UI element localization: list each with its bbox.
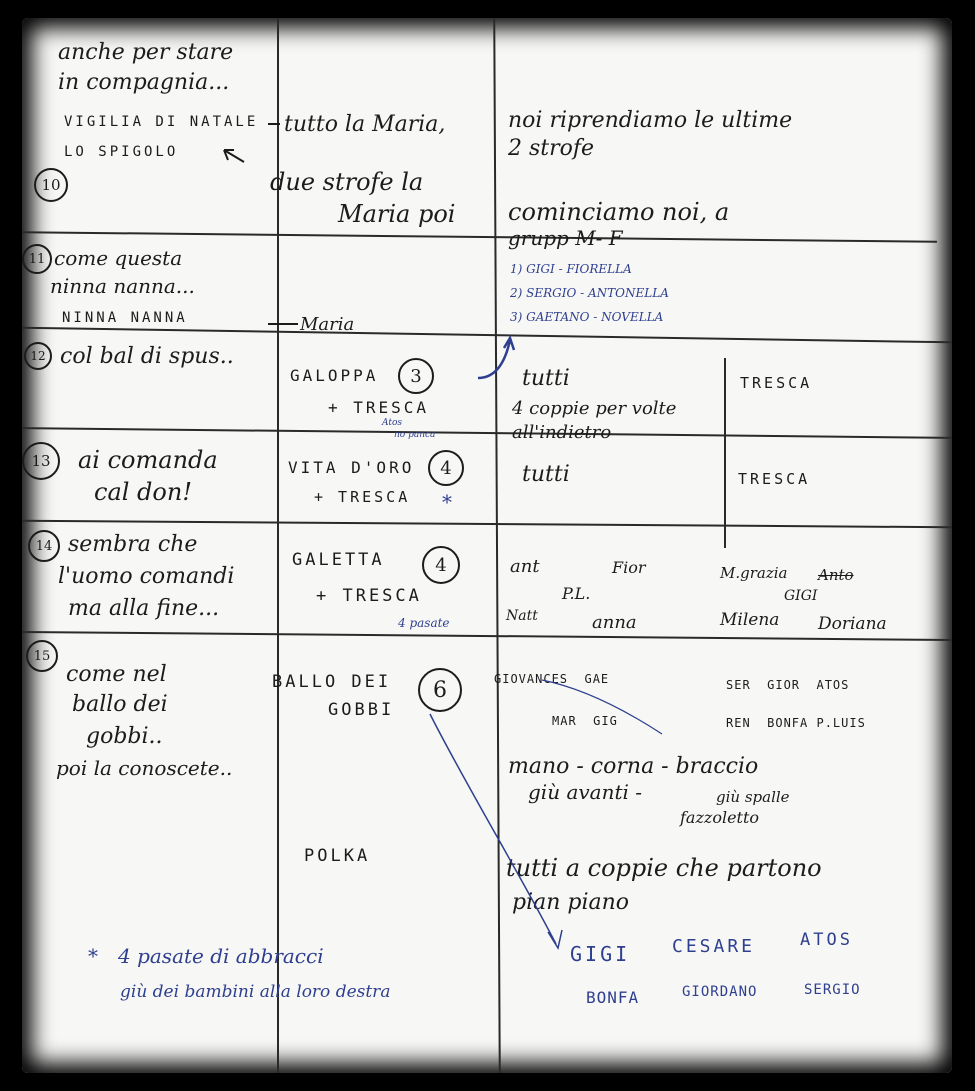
row15-moves-2: giù avanti - xyxy=(528,780,643,804)
row10-number: 10 xyxy=(34,168,68,202)
footnote-line-1: 4 pasate di abbracci xyxy=(118,944,324,968)
footnote-line-2: giù dei bambini alla loro destra xyxy=(120,982,391,1002)
row14-name-a3: P.L. xyxy=(562,584,591,603)
row14-number: 14 xyxy=(28,530,60,562)
row12-col3-2: 4 coppie per volte xyxy=(512,398,677,419)
row14-name-b3: GIGI xyxy=(784,588,818,604)
row12-col4: TRESCA xyxy=(740,374,813,392)
row10-col2-line-1: tutto la Maria, xyxy=(284,112,446,137)
row10-dance-1: VIGILIA DI NATALE xyxy=(64,114,259,130)
row12-dance-1: GALOPPA xyxy=(290,366,379,385)
row15-number: 15 xyxy=(26,640,58,672)
row11-number: 11 xyxy=(22,244,52,274)
row10-dance-2: LO SPIGOLO xyxy=(64,144,179,160)
row15-pairs-2: SER GIOR ATOS xyxy=(726,678,850,692)
row12-small-note-1: Atos xyxy=(382,418,402,428)
row10-col3-line-3: cominciamo noi, a xyxy=(508,198,730,226)
row12-note: col bal di spus.. xyxy=(60,344,234,369)
row14-name-a5: anna xyxy=(592,612,637,633)
pen-strokes xyxy=(22,18,952,1073)
row15-dance-1: BALLO DEI xyxy=(272,672,392,692)
row12-count: 3 xyxy=(398,358,434,394)
row15-pairs-4: REN BONFA P.LUIS xyxy=(726,716,866,730)
row14-name-a1: ant xyxy=(510,556,540,577)
row13-dance-1: VITA D'ORO xyxy=(288,458,415,477)
row14-name-a2: Fior xyxy=(612,558,646,577)
row15-pairs-3: MAR GIG xyxy=(552,714,618,728)
footer-name-3: ATOS xyxy=(800,930,853,950)
row13-note-line-2: cal don! xyxy=(94,478,192,506)
row11-dance: NINNA NANNA xyxy=(62,310,188,326)
row15-swirl xyxy=(542,680,662,734)
row14-small-note: 4 pasate xyxy=(398,616,450,630)
row13-col3: tutti xyxy=(522,462,570,487)
row15-polka-2: pian piano xyxy=(512,890,630,915)
row10-col3-line-1: noi riprendiamo le ultime xyxy=(508,108,793,133)
row14-name-b2: Anto xyxy=(818,566,854,584)
row12-col3-1: tutti xyxy=(522,366,570,391)
row11-list-1: 1) GIGI - FIORELLA xyxy=(510,262,632,276)
row14-note-line-3: ma alla fine... xyxy=(68,596,220,621)
row15-note-line-4: poi la conoscete.. xyxy=(56,756,233,780)
row13-number: 13 xyxy=(22,442,60,480)
row15-pairs-1: GIOVANCES GAE xyxy=(494,672,610,686)
footer-name-6: SERGIO xyxy=(804,982,861,998)
row10-note-line-1: anche per stare xyxy=(58,40,234,65)
footer-name-1: GIGI xyxy=(570,942,631,966)
row12-col3-3: all'indietro xyxy=(512,422,612,443)
row13-asterisk: * xyxy=(442,490,452,514)
row14-note-line-1: sembra che xyxy=(68,532,198,557)
row15-note-line-1: come nel xyxy=(66,662,167,687)
row10-col2-line-2: due strofe la xyxy=(270,168,424,196)
row15-moves-4: fazzoletto xyxy=(680,808,760,827)
row14-count: 4 xyxy=(422,546,460,584)
row10-col3-line-2: 2 strofe xyxy=(508,136,595,161)
row10-note-line-2: in compagnia... xyxy=(58,70,230,95)
row14-note-line-2: l'uomo comandi xyxy=(58,564,235,589)
row15-moves-1: mano - corna - braccio xyxy=(508,754,759,779)
row12-dance-2: + TRESCA xyxy=(328,398,430,417)
row11-list-2: 2) SERGIO - ANTONELLA xyxy=(510,286,669,300)
row15-count: 6 xyxy=(418,668,462,712)
row10-col2-line-3: Maria poi xyxy=(338,200,456,228)
footer-name-4: BONFA xyxy=(586,988,640,1007)
row10-arrow xyxy=(224,150,244,162)
row15-note-line-3: gobbi.. xyxy=(86,724,163,749)
row14-dance-1: GALETTA xyxy=(292,550,385,570)
row14-name-b4: Milena xyxy=(720,610,780,630)
row15-polka-1: tutti a coppie che partono xyxy=(506,854,822,882)
handwritten-page xyxy=(22,18,952,1073)
row11-note-line-2: ninna nanna... xyxy=(50,274,195,298)
row13-count: 4 xyxy=(428,450,464,486)
row15-moves-3: giù spalle xyxy=(716,788,790,806)
row11-list-3: 3) GAETANO - NOVELLA xyxy=(510,310,664,324)
row12-small-note-2: no panca xyxy=(394,430,436,440)
footer-name-5: GIORDANO xyxy=(682,984,758,1000)
row11-note-line-1: come questa xyxy=(54,246,183,270)
row13-col4: TRESCA xyxy=(738,470,811,488)
row12-number: 12 xyxy=(24,342,52,370)
row13-note-line-1: ai comanda xyxy=(78,446,218,474)
row14-name-a4: Natt xyxy=(506,608,538,624)
row15-note-line-2: ballo dei xyxy=(72,692,168,717)
row14-name-b1: M.grazia xyxy=(720,564,788,582)
row11-who: Maria xyxy=(300,314,355,335)
footnote-asterisk: * xyxy=(88,944,98,968)
row11-blue-arrow xyxy=(478,338,514,378)
row14-dance-2: + TRESCA xyxy=(316,586,422,606)
footer-name-2: CESARE xyxy=(672,936,756,957)
row15-dance-2: GOBBI xyxy=(328,700,395,720)
row13-dance-2: + TRESCA xyxy=(314,488,411,506)
row15-dance-3: POLKA xyxy=(304,846,371,866)
row15-long-arrow xyxy=(430,714,562,948)
row14-name-b5: Doriana xyxy=(818,614,887,634)
row10-col3-line-4: grupp M- F xyxy=(508,226,623,250)
